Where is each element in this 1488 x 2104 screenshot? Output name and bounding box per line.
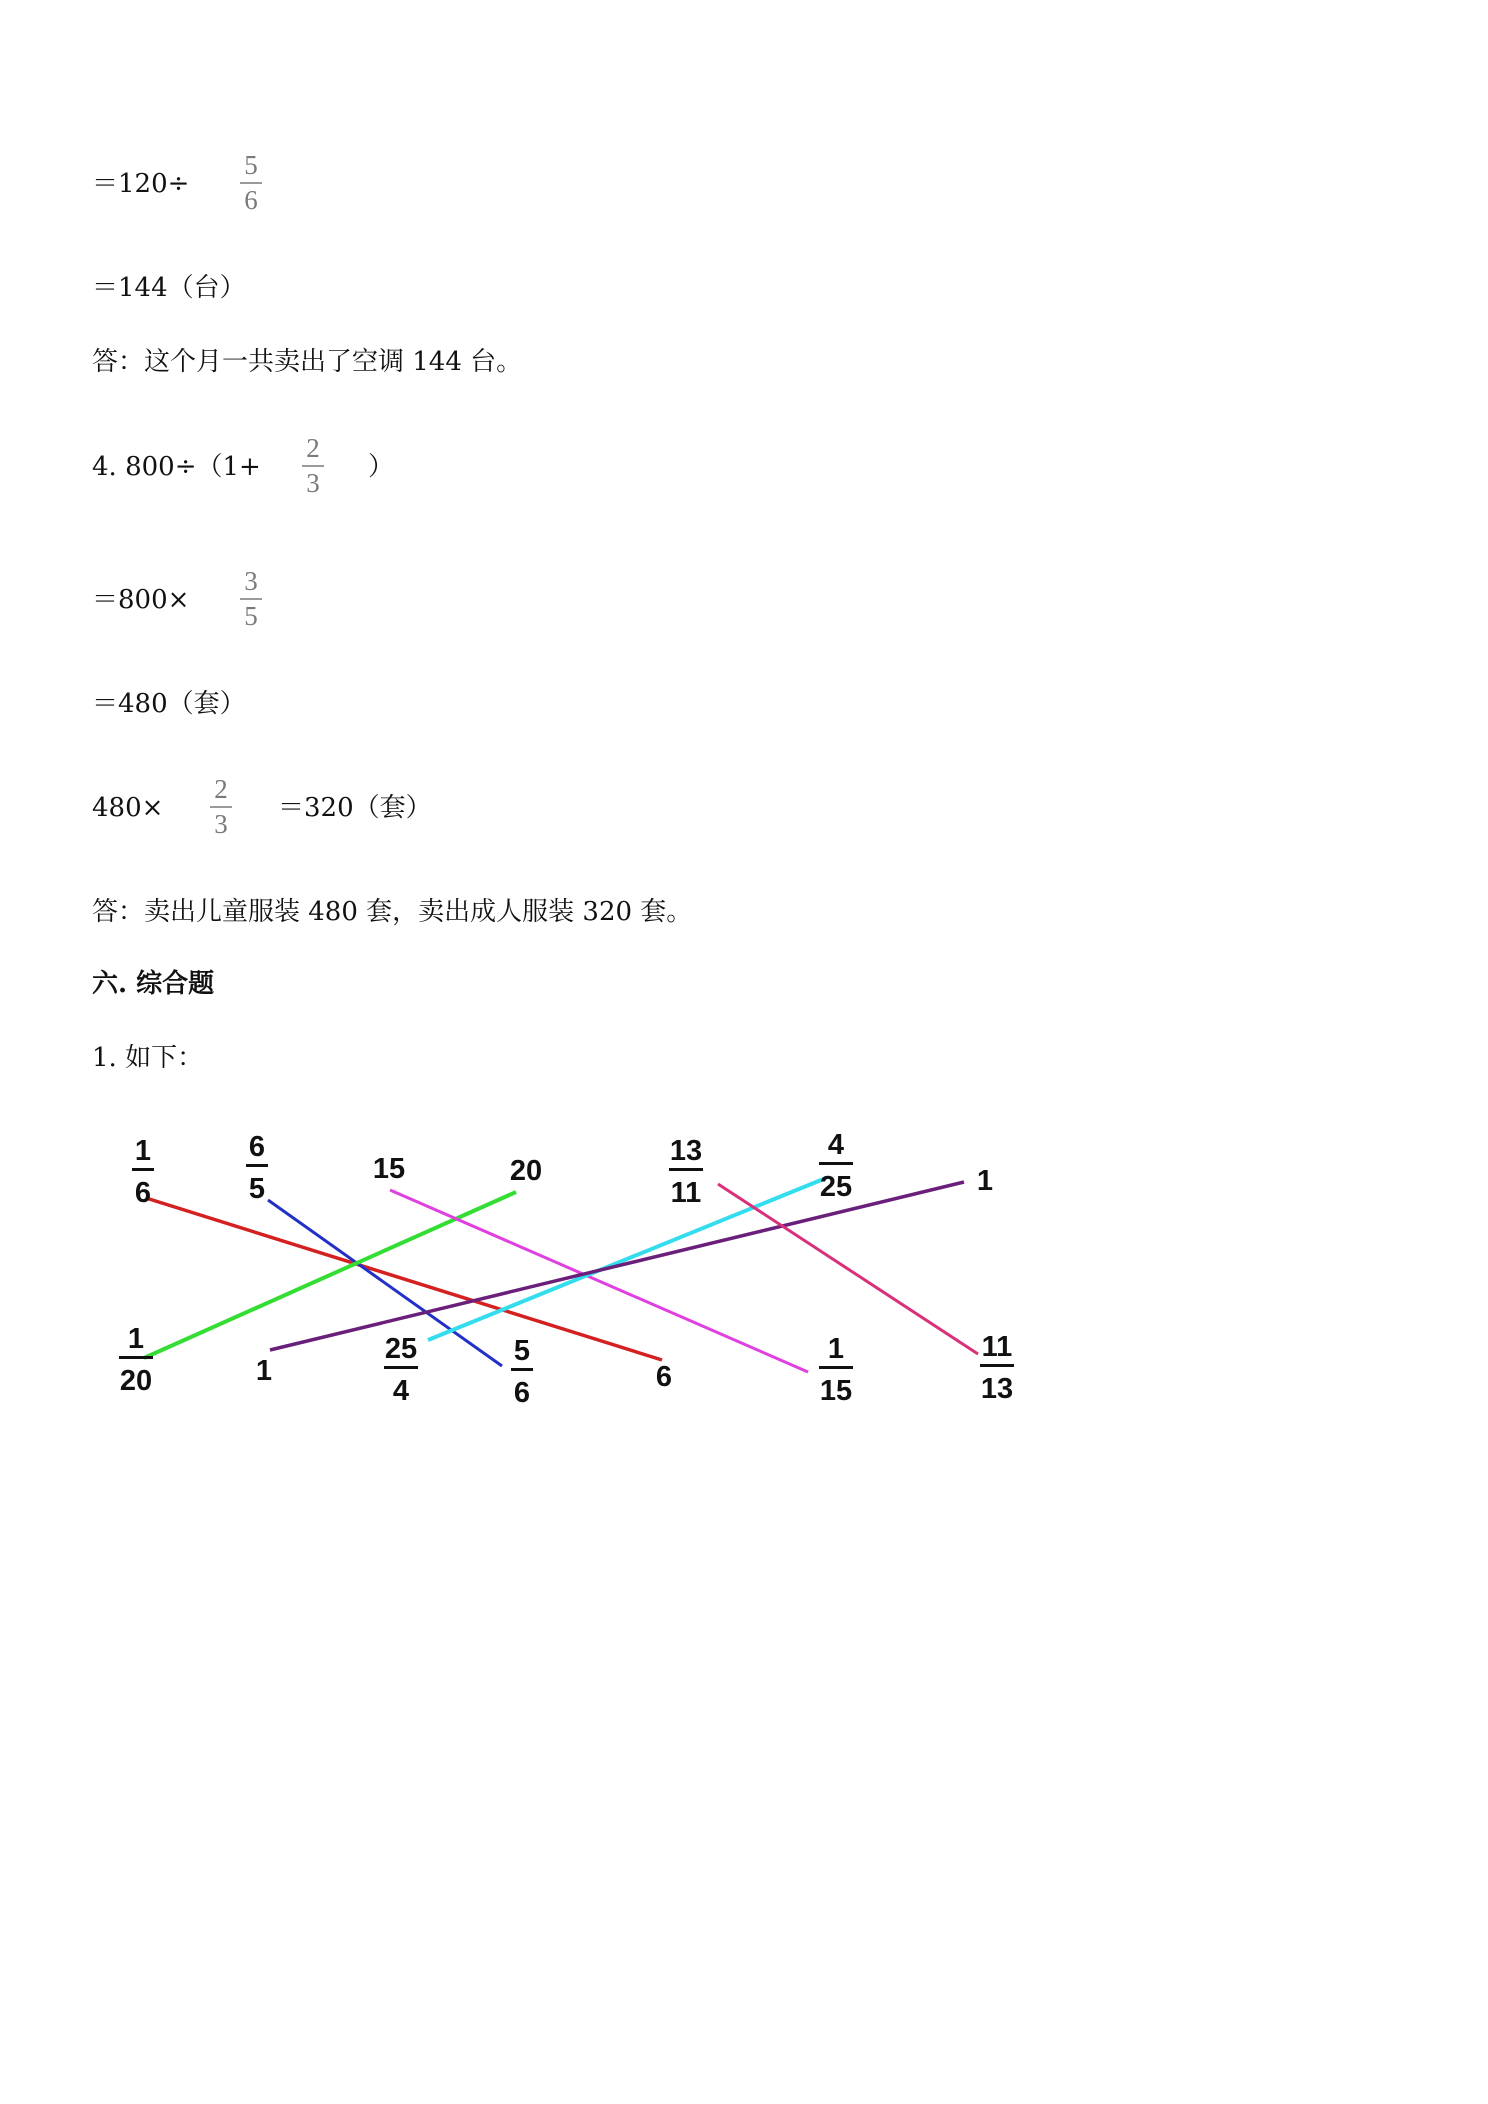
label-numerator: 13 — [669, 1135, 703, 1167]
label-numerator: 1 — [134, 1135, 152, 1167]
match-line-cyan — [428, 1178, 826, 1340]
label-numerator: 5 — [513, 1335, 531, 1367]
label-numerator: 4 — [827, 1129, 845, 1161]
match-line-green — [144, 1192, 516, 1358]
label-numerator: 1 — [127, 1323, 145, 1355]
equation-text: 4. 800÷（1+ — [92, 452, 261, 482]
label-denominator: 11 — [670, 1177, 702, 1209]
equation-text: ＝320（套） — [278, 793, 432, 823]
match-line-purple — [270, 1182, 964, 1350]
label-numerator: 11 — [981, 1331, 1013, 1363]
label-six: 6 — [655, 1361, 673, 1393]
fraction-numerator: 5 — [244, 150, 258, 180]
label-numerator: 25 — [384, 1333, 418, 1365]
label-fraction-bar — [669, 1168, 703, 1171]
equation-text: ＝480（套） — [92, 689, 246, 719]
equation-text: ＝120÷ — [92, 169, 190, 199]
label-denominator: 20 — [119, 1365, 153, 1397]
label-fraction-bar — [511, 1368, 533, 1371]
label-fraction-bar — [819, 1366, 853, 1369]
label-denominator: 6 — [134, 1177, 152, 1209]
label-denominator: 25 — [819, 1171, 853, 1203]
label-eleven-thirteenths — [980, 1331, 1014, 1405]
label-thirteen-elevenths — [669, 1135, 703, 1209]
fraction-denominator: 3 — [306, 468, 320, 498]
label-one-sixth — [132, 1135, 154, 1209]
equation-text: 480× — [92, 793, 164, 823]
label-four-twentyfifths — [819, 1129, 853, 1203]
label-fraction-bar — [132, 1168, 154, 1171]
equation-text: ＝800× — [92, 585, 190, 615]
label-denominator: 15 — [819, 1375, 853, 1407]
match-line-magenta — [390, 1190, 808, 1372]
label-denominator: 5 — [248, 1173, 266, 1205]
equation-text: ） — [368, 452, 395, 482]
label-six-fifths — [246, 1131, 268, 1205]
fraction-numerator: 2 — [306, 433, 320, 463]
label-denominator: 6 — [513, 1377, 531, 1409]
label-fraction-bar — [819, 1162, 853, 1165]
label-five-sixths — [511, 1335, 533, 1409]
label-fraction-bar — [119, 1356, 153, 1359]
equation-text: ＝144（台） — [92, 273, 246, 303]
fraction-denominator: 5 — [244, 601, 258, 631]
label-one-bottom: 1 — [255, 1355, 273, 1387]
fraction-numerator: 3 — [244, 566, 258, 596]
label-twenty: 20 — [509, 1155, 543, 1187]
answer-text: 答：卖出儿童服装 480 套，卖出成人服装 320 套。 — [92, 897, 693, 927]
label-denominator: 4 — [392, 1375, 410, 1407]
answer-text: 答：这个月一共卖出了空调 144 台。 — [92, 347, 523, 377]
label-one-fifteenth — [819, 1333, 853, 1407]
label-numerator: 1 — [827, 1333, 845, 1365]
section-heading-text: 六. 综合题 — [92, 969, 215, 999]
label-fraction-bar — [980, 1364, 1014, 1367]
label-fifteen: 15 — [372, 1153, 406, 1185]
question-text: 1. 如下： — [92, 1043, 204, 1073]
fraction-denominator: 3 — [214, 809, 228, 839]
label-twentyfive-fourths — [384, 1333, 418, 1407]
fraction-denominator: 6 — [244, 185, 258, 215]
matching-lines — [144, 1178, 978, 1372]
label-denominator: 13 — [980, 1373, 1014, 1405]
label-fraction-bar — [384, 1366, 418, 1369]
fraction-numerator: 2 — [214, 774, 228, 804]
label-one-top: 1 — [976, 1165, 994, 1197]
label-fraction-bar — [246, 1164, 268, 1167]
label-numerator: 6 — [248, 1131, 266, 1163]
label-one-twentieth — [119, 1323, 153, 1397]
